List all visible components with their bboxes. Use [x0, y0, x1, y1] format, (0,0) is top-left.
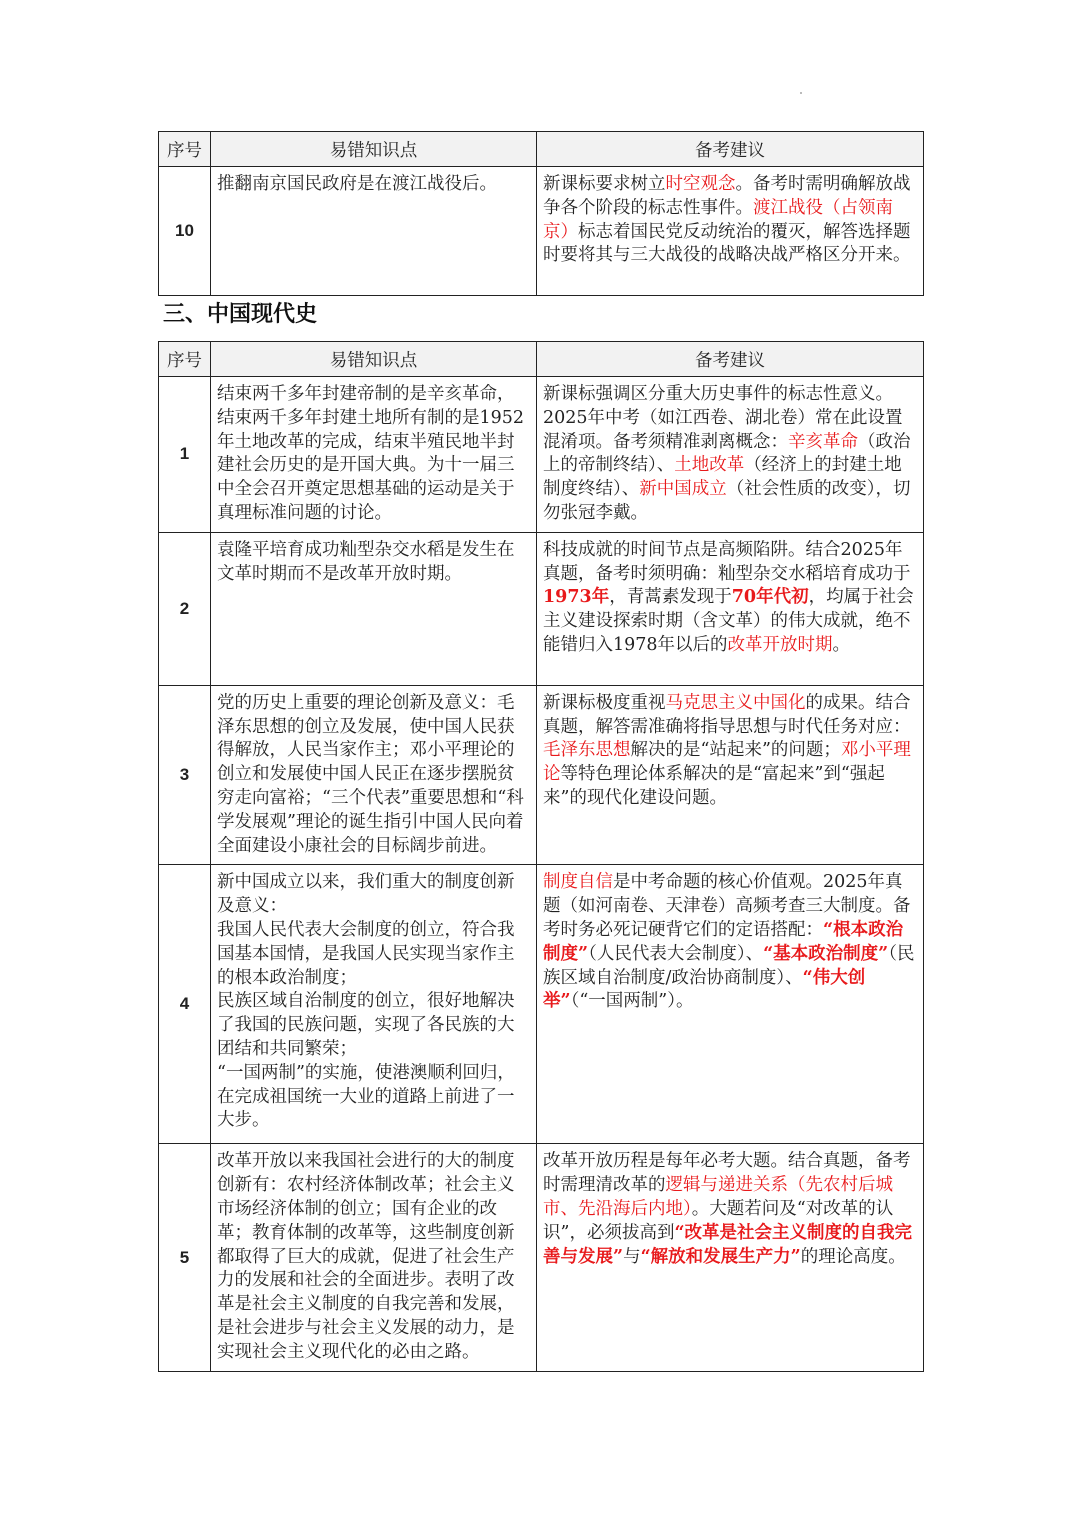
table-header-row	[159, 132, 924, 167]
error-point-cell	[211, 1144, 537, 1371]
column-header-number: 序号	[159, 132, 211, 167]
page-speck	[800, 92, 802, 94]
row-number: 10	[159, 167, 211, 296]
error-point-cell	[211, 532, 537, 685]
highlight-text: 70年代初	[731, 587, 809, 608]
advice-cell	[537, 532, 924, 685]
column-header-error-point: 易错知识点	[211, 132, 537, 167]
advice-text: 是中考命题的核心价值观。2025年真题（如河南卷、天津卷）高频考查三大制度。备考时务必死记硬背它们的定语搭配：	[543, 872, 911, 940]
advice-text: 。备考时需明确解放战争各个阶段的标志性事件。	[543, 174, 911, 218]
row-number: 3	[159, 685, 211, 865]
highlight-text: 改革开放时期	[727, 634, 833, 655]
advice-text: （社会性质的改变），切勿张冠李戴。	[543, 479, 911, 523]
table-row	[159, 685, 924, 865]
advice-text: 新课标极度重视	[543, 692, 666, 713]
column-header-number: 序号	[159, 342, 211, 377]
error-point-text: 民族区域自治制度的创立，很好地解决了我国的民族问题，实现了各民族的大团结和共同繁荣；	[217, 991, 515, 1059]
advice-text: 改革开放历程是每年必考大题。结合真题，备考时需理清改革的	[543, 1151, 911, 1196]
advice-text: 等特色理论体系解决的是“富起来”到“强起来”的现代化建设问题。	[543, 764, 885, 808]
error-point-text: 党的历史上重要的理论创新及意义：毛泽东思想的创立及发展，使中国人民获得解放，人民当家作主；邓小平理论的创立和发展使中国人民正在逐步摆脱贫穷走向富裕；“三个代表”重要思想和“科学发展观”理论的诞生指引中国人民向着全面建设小康社会的目标阔步前进。	[217, 692, 524, 856]
highlight-text: 制度自信	[543, 872, 613, 893]
table-modern-history	[158, 341, 924, 1372]
advice-text: 标志着国民党反动统治的覆灭，解答选择题时要将其与三大战役的战略决战严格区分开来。	[543, 221, 911, 266]
column-header-advice: 备考建议	[537, 342, 924, 377]
advice-text: 科技成就的时间节点是高频陷阱。结合2025年真题，备考时须明确：籼型杂交水稻培育成功于	[543, 539, 911, 584]
error-point-text: 我国人民代表大会制度的创立，符合我国基本国情，是我国人民实现当家作主的根本政治制度；	[217, 919, 515, 988]
advice-text: （人民代表大会制度）、	[588, 943, 764, 964]
section-title: 三、中国现代史	[163, 301, 318, 327]
table-row	[159, 1144, 924, 1371]
row-number: 2	[159, 532, 211, 685]
advice-text: 的成果。结合真题，解答需准确将指导思想与时代任务对应：	[543, 692, 911, 737]
error-point-cell	[211, 865, 537, 1144]
advice-text: 新课标要求树立	[543, 174, 666, 194]
error-point-text: 袁隆平培育成功籼型杂交水稻是发生在文革时期而不是改革开放时期。	[217, 539, 515, 584]
advice-text: （“一国两制”）。	[570, 991, 694, 1012]
advice-text: 的理论高度。	[800, 1246, 906, 1267]
error-point-text: 结束两千多年封建帝制的是辛亥革命，结束两千多年封建土地所有制的是1952年土地改革的完成，结束半殖民地半封建社会历史的是开国大典。为十一届三中全会召开奠定思想基础的运动是关于真理标准问题的讨论。	[217, 384, 525, 523]
column-header-error-point: 易错知识点	[211, 342, 537, 377]
error-point-text: 推翻南京国民政府是在渡江战役后。	[217, 174, 497, 194]
highlight-text: 时空观念	[665, 174, 736, 194]
highlight-text: 邓小平理论	[543, 740, 911, 785]
error-point-cell	[211, 685, 537, 865]
advice-text: 解决的是“站起来”的问题；	[630, 740, 841, 761]
table-row	[159, 865, 924, 1144]
advice-text: 新课标强调区分重大历史事件的标志性意义。2025年中考（如江西卷、湖北卷）常在此设置混淆项。备考须精准剥离概念：	[543, 384, 903, 452]
row-number: 5	[159, 1144, 211, 1371]
advice-text: （政治上的帝制终结）、	[543, 431, 911, 476]
advice-text: （民族区域自治制度/政治协商制度）、	[543, 943, 915, 988]
table-row	[159, 377, 924, 533]
advice-cell	[537, 167, 924, 296]
advice-cell	[537, 865, 924, 1144]
column-header-advice: 备考建议	[537, 132, 924, 167]
table-row	[159, 532, 924, 685]
highlight-text: “改革是社会主义制度的自我完善与发展”	[543, 1222, 913, 1267]
advice-text: 。	[832, 634, 851, 655]
highlight-text: 新中国成立	[639, 479, 727, 500]
advice-text: （经济上的封建土地制度终结）、	[543, 455, 902, 500]
table-row	[159, 167, 924, 296]
row-number: 1	[159, 377, 211, 533]
advice-cell	[537, 1144, 924, 1371]
highlight-text: 逻辑与递进关系（先农村后城市、先沿海后内地）	[543, 1175, 893, 1219]
advice-cell	[537, 685, 924, 865]
highlight-text: “解放和发展生产力”	[640, 1246, 801, 1267]
advice-text: ，青蒿素发现于	[609, 587, 732, 608]
highlight-text: 马克思主义中国化	[665, 692, 806, 713]
highlight-text: 毛泽东思想	[543, 740, 631, 761]
highlight-text: 辛亥革命	[788, 431, 858, 452]
highlight-text: 1973年	[543, 587, 610, 608]
table-history-continued	[158, 131, 924, 296]
advice-text: 。大题若问及“对改革的认识”，必须拔高到	[543, 1198, 894, 1243]
error-point-cell	[211, 377, 537, 533]
error-point-cell	[211, 167, 537, 296]
error-point-text: “一国两制”的实施，使港澳顺利回归，在完成祖国统一大业的道路上前进了一大步。	[217, 1062, 515, 1131]
highlight-text: 土地改革	[674, 455, 745, 476]
advice-text: 与	[623, 1246, 641, 1267]
highlight-text: “基本政治制度”	[763, 943, 889, 964]
advice-text: ，均属于社会主义建设探索时期（含文革）的伟大成就，绝不能错归入1978年以后的	[543, 587, 914, 655]
error-point-text: 新中国成立以来，我们重大的制度创新及意义：	[217, 872, 515, 917]
error-point-text: 改革开放以来我国社会进行的大的制度创新有：农村经济体制改革；社会主义市场经济体制的创立；国有企业的改革；教育体制的改革等，这些制度创新都取得了巨大的成就，促进了社会生产力的发展和社会的全面进步。表明了改革是社会主义制度的自我完善和发展，是社会进步与社会主义发展的动力，是实现社会主义现代化的必由之路。	[217, 1151, 515, 1362]
highlight-text: “根本政治制度”	[543, 919, 904, 964]
row-number: 4	[159, 865, 211, 1144]
highlight-text: 渡江战役（占领南京）	[543, 197, 893, 242]
advice-cell	[537, 377, 924, 533]
table-header-row	[159, 342, 924, 377]
highlight-text: “伟大创举”	[543, 967, 866, 1012]
